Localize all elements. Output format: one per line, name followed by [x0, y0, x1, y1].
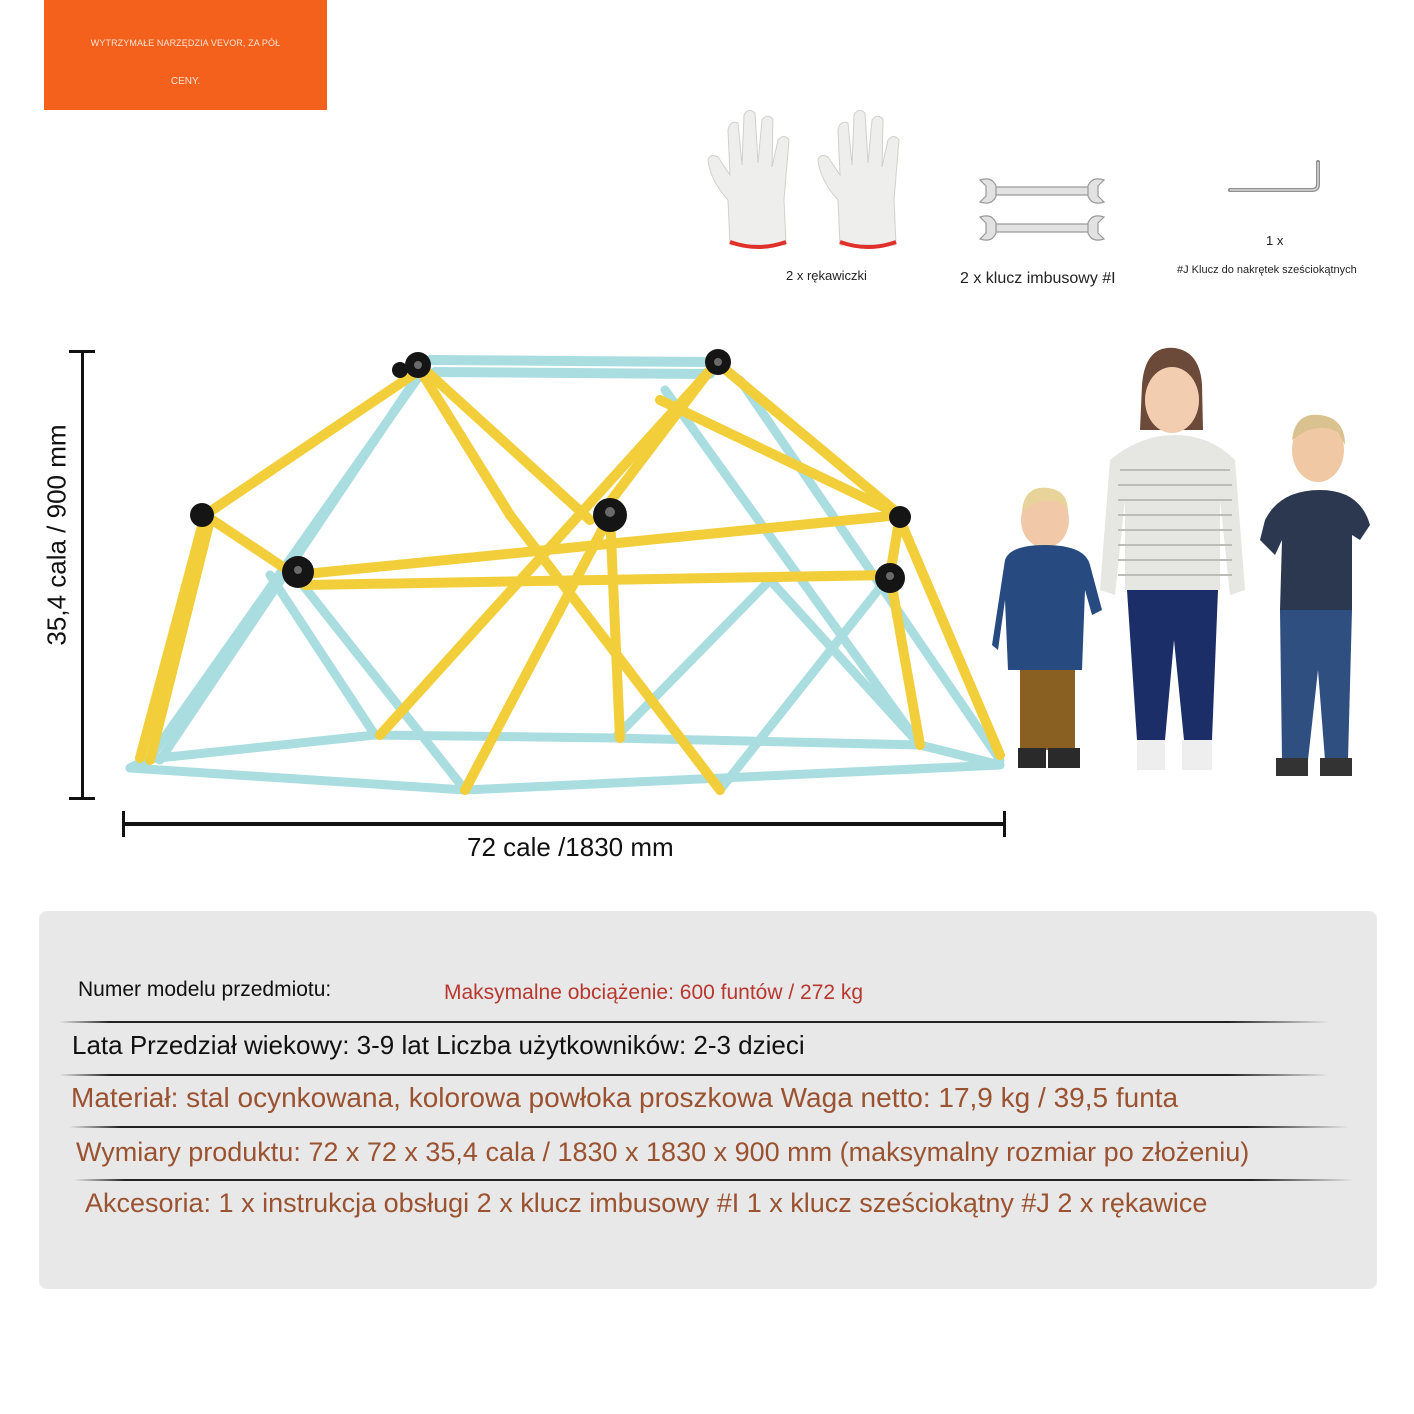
spec-age-users: Lata Przedział wiekowy: 3-9 lat Liczba użytkowników: 2-3 dzieci — [72, 1030, 805, 1060]
divider — [59, 1021, 1329, 1023]
toddler-figure — [992, 488, 1102, 768]
banner-line-1: WYTRZYMAŁE NARZĘDZIA VEVOR, ZA PÓŁ — [90, 38, 281, 48]
hex-key-icon — [1170, 150, 1390, 200]
accessory-wrenches — [950, 170, 1140, 295]
accessory-gloves — [700, 105, 935, 285]
height-dimension-label: 35,4 cala / 900 mm — [41, 424, 72, 646]
wrench-icon — [950, 170, 1140, 250]
divider — [59, 1074, 1329, 1076]
gloves-icon — [700, 105, 935, 255]
divider — [69, 1126, 1349, 1128]
boy-figure — [1260, 415, 1370, 776]
banner-line-2: CENY. — [170, 76, 201, 87]
divider — [74, 1179, 1354, 1181]
specifications-panel — [39, 911, 1377, 1289]
width-dimension-label: 72 cale /1830 mm — [467, 832, 674, 862]
accessory-quantity: 1 x — [1266, 233, 1284, 248]
accessory-caption: 2 x klucz imbusowy #I — [960, 270, 1116, 287]
girl-figure — [1100, 348, 1245, 770]
spec-max-load: Maksymalne obciążenie: 600 funtów / 272 kg — [444, 981, 864, 1004]
spec-dimensions: Wymiary produktu: 72 x 72 x 35,4 cala / 1830 x 1830 x 900 mm (maksymalny rozmiar po złożeniu) — [76, 1137, 1250, 1167]
promo-banner — [44, 0, 327, 110]
children-scale-image — [990, 340, 1390, 800]
spec-accessories: Akcesoria: 1 x instrukcja obsługi 2 x klucz imbusowy #I 1 x klucz sześciokątny #J 2 x rękawice — [85, 1188, 1208, 1218]
accessory-caption: 2 x rękawiczki — [786, 268, 867, 283]
spec-model-number: Numer modelu przedmiotu: — [78, 978, 332, 1001]
dome-climber-image — [120, 340, 1010, 810]
spec-material-weight: Materiał: stal ocynkowana, kolorowa powłoka proszkowa Waga netto: 17,9 kg / 39,5 funta — [71, 1082, 1179, 1113]
accessory-hex-key — [1170, 150, 1390, 290]
accessory-caption: #J Klucz do nakrętek sześciokątnych — [1177, 264, 1357, 276]
